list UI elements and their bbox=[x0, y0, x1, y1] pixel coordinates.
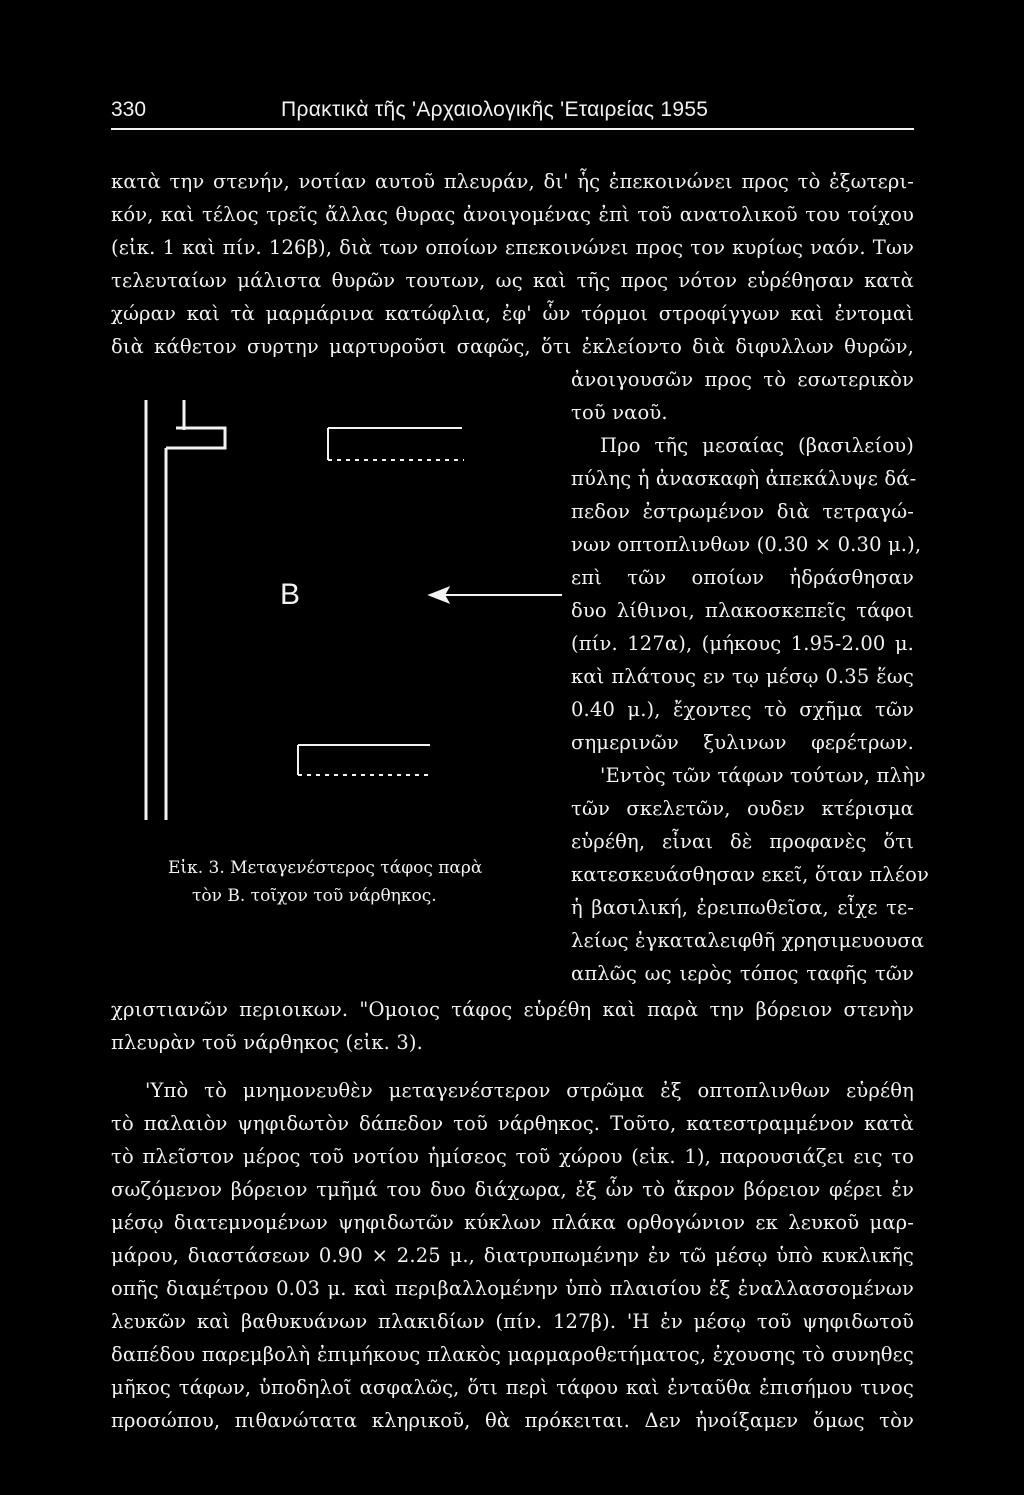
text-line: σημερινῶν ξυλινων φερέτρων. bbox=[571, 731, 914, 754]
text-line: ἡ βασιλική, ἐρειπωθεῖσα, εἶχε τε- bbox=[571, 896, 914, 919]
text-line: τοῦ ναοῦ. bbox=[571, 401, 668, 424]
lower-tomb-slab bbox=[298, 745, 430, 775]
text-line: πύλης ἡ ἀνασκαφὴ ἀπεκάλυψε δά- bbox=[571, 467, 917, 490]
text-line: 'Υπὸ τὸ μνημονευθὲν μεταγενέστερον στρῶμα ἐξ οπτοπλινθων εὑρέθη bbox=[145, 1079, 914, 1102]
text-line: τὸ πλεῖστον μέρος τοῦ νοτίου ἡμίσεος τοῦ χώρου (εἰκ. 1), παρουσιάζει εις το bbox=[111, 1145, 914, 1168]
text-line: νων οπτοπλινθων (0.30 × 0.30 μ.), bbox=[571, 533, 922, 556]
text-line: χώραν καὶ τὰ μαρμάρινα κατώφλια, ἐφ' ὧν τόρμοι στροφίγγων καὶ ἐντομαὶ bbox=[111, 302, 914, 325]
text-line: τὸ παλαιὸν ψηφιδωτὸν δάπεδον τοῦ νάρθηκος. Τοῦτο, κατεστραμμένον κατὰ bbox=[111, 1112, 914, 1135]
text-line: μῆκος τάφων, ὑποδηλοῖ ασφαλῶς, ὅτι περὶ τάφου καὶ ἐνταῦθα ἐπισήμου τινος bbox=[111, 1376, 914, 1399]
text-line: πεδον ἐστρωμένον διὰ τετραγώ- bbox=[571, 500, 914, 523]
running-header bbox=[111, 98, 914, 128]
text-line: δυο λίθινοι, πλακοσκεπεῖς τάφοι bbox=[571, 599, 914, 622]
running-title: Πρακτικὰ τῆς 'Αρχαιολογικῆς 'Εταιρείας 1955 bbox=[281, 98, 709, 121]
text-line: οπῆς διαμέτρου 0.03 μ. καὶ περιβαλλομένην ὑπὸ πλαισίου ἐξ ἐναλλασσομένων bbox=[111, 1277, 914, 1300]
text-line: εὑρέθη, εἶναι δὲ προφανὲς ὅτι bbox=[571, 830, 914, 853]
text-line: μάρου, διαστάσεων 0.90 × 2.25 μ., διατρυπωμένην ἐν τῶ μέσῳ ὑπὸ κυκλικῆς bbox=[111, 1244, 914, 1267]
wall-outline bbox=[146, 400, 225, 820]
text-line: (πίν. 127α), (μήκους 1.95-2.00 μ. bbox=[571, 632, 914, 655]
text-line: απλῶς ως ιερὸς τόπος ταφῆς τῶν bbox=[571, 962, 914, 985]
text-line: λείως ἐγκαταλειφθῆ χρησιμευουσα bbox=[571, 929, 925, 952]
text-line: 0.40 μ.), ἔχοντες τὸ σχῆμα τῶν bbox=[571, 698, 914, 721]
text-line: προσώπου, πιθανώτατα κληρικοῦ, θὰ πρόκειται. Δεν ἠνοίξαμεν ὅμως τὸν bbox=[111, 1409, 914, 1432]
text-line: διὰ κάθετον συρτην μαρτυροῦσι σαφῶς, ὅτι ἐκλείοντο διὰ διφυλλων θυρῶν, bbox=[111, 335, 914, 358]
figure-caption: τὸν Β. τοῖχον τοῦ νάρθηκος. bbox=[192, 886, 437, 906]
text-line: σωζόμενον βόρειον τμῆμά του δυο διάχωρα, ἐξ ὧν τὸ ἄκρον βόρειον φέρει ἐν bbox=[111, 1178, 914, 1201]
text-line: μέσῳ διατεμνομένων ψηφιδωτῶν κύκλων πλάκα ορθογώνιον εκ λευκοῦ μαρ- bbox=[111, 1211, 914, 1234]
text-line: επὶ τῶν οποίων ἡδράσθησαν bbox=[571, 566, 914, 589]
text-line: πλευρὰν τοῦ νάρθηκος (εἰκ. 3). bbox=[111, 1031, 424, 1054]
text-line: (εἰκ. 1 καὶ πίν. 126β), διὰ των οποίων επεκοινώνει προς τον κυρίως ναόν. Των bbox=[111, 236, 914, 259]
text-line: τῶν σκελετῶν, ουδεν κτέρισμα bbox=[571, 797, 914, 820]
upper-tomb-slab bbox=[328, 428, 464, 460]
arrow bbox=[430, 588, 562, 602]
text-line: κατεσκευάσθησαν εκεῖ, ὅταν πλέον bbox=[571, 863, 929, 886]
text-line: κατὰ την στενήν, νοτίαν αυτοῦ πλευράν, δι' ἧς ἐπεκοινώνει προς τὸ ἐξωτερι- bbox=[111, 170, 914, 193]
text-line: κόν, καὶ τέλος τρεῖς ἄλλας θυρας ἀνοιγομένας ἐπὶ τοῦ ανατολικοῦ του τοίχου bbox=[111, 203, 914, 226]
text-line: τελευταίων μάλιστα θυρῶν τουτων, ως καὶ τῆς προς νότον εὑρέθησαν κατὰ bbox=[111, 269, 914, 292]
text-line: Προ τῆς μεσαίας (βασιλείου) bbox=[600, 434, 914, 457]
figure-3-plan-drawing bbox=[130, 390, 570, 850]
text-line: καὶ πλάτους εν τῳ μέσῳ 0.35 ἕως bbox=[571, 665, 914, 688]
text-line: δαπέδου παρεμβολὴ ἐπιμήκους πλακὸς μαρμαροθετήματος, ἐχουσης τὸ συνηθες bbox=[111, 1343, 914, 1366]
text-line: 'Εντὸς τῶν τάφων τούτων, πλὴν bbox=[600, 764, 926, 787]
text-line: λευκῶν καὶ βαθυκυάνων πλακιδίων (πίν. 127β). 'Η ἐν μέσῳ τοῦ ψηφιδωτοῦ bbox=[111, 1310, 914, 1333]
figure-label: B bbox=[280, 578, 301, 611]
figure-caption: Εἰκ. 3. Μεταγενέστερος τάφος παρὰ bbox=[168, 858, 483, 878]
text-line: χριστιανῶν περιοικων. "Ομοιος τάφος εὑρέθη καὶ παρὰ την βόρειον στενὴν bbox=[111, 998, 914, 1021]
text-line: ἀνοιγουσῶν προς τὸ εσωτερικὸν bbox=[571, 368, 914, 391]
header-rule bbox=[111, 128, 914, 130]
page-number: 330 bbox=[111, 98, 147, 121]
